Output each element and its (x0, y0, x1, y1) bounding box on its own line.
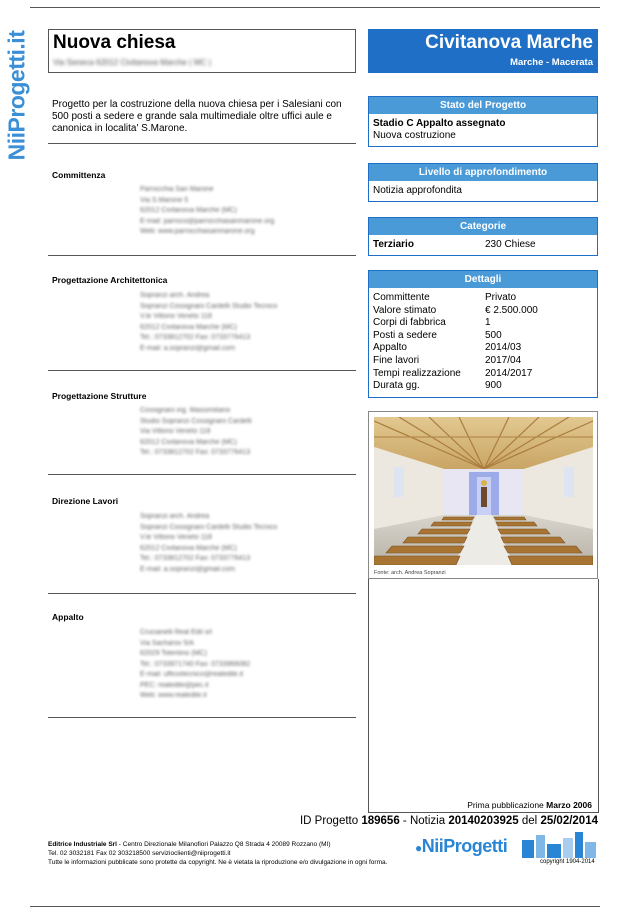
panel-header: Stato del Progetto (369, 97, 597, 114)
detail-row: Tempi realizzazione 2014/2017 (373, 367, 533, 379)
region-name: Marche - Macerata (510, 57, 593, 68)
detail-row: Appalto 2014/03 (373, 342, 522, 354)
detail-row: Durata gg. 900 (373, 380, 502, 392)
photo-caption: Fonte: arch. Andrea Sopranzi (374, 570, 446, 576)
divider (48, 370, 356, 371)
panel-header: Categorie (369, 218, 597, 235)
niiprogetti-vertical-logo: NiiProgetti.it (3, 30, 30, 160)
divider (48, 143, 356, 144)
progettazione-arch-contact: Sopranzi arch. Andrea Sopranzi Cossignani Cardelli Studio Tecnico V.le Vittorio Veneto 118 62012 Civitanova Marche (MC) Tel.: 0733812702 Fax: 0733776413 E-mail: a.sopranzi@gmail.com (140, 292, 278, 352)
detail-row: Committente Privato (373, 292, 517, 303)
project-stage-detail: Nuova costruzione (373, 130, 456, 141)
project-photo-panel (368, 411, 598, 579)
detail-row: Posti a sedere 500 (373, 329, 502, 341)
project-id-line: ID Progetto 189656 - Notizia 20140203925 del 25/02/2014 (299, 815, 598, 827)
direzione-lavori-contact: Sopranzi arch. Andrea Sopranzi Cossignani Cardelli Studio Tecnico V.le Vittorio Veneto 118 62012 Civitanova Marche (MC) Tel.: 0733812702 Fax: 0733776413 E-mail: a.sopranzi@gmail.com (140, 513, 278, 573)
panel-header: Dettagli (369, 271, 597, 288)
section-title-committenza: Committenza (52, 170, 106, 180)
top-rule (30, 7, 600, 8)
stato-progetto-panel (368, 96, 598, 147)
category-key: Terziario (373, 239, 414, 250)
right-column-border (598, 579, 599, 812)
bottom-rule (30, 906, 600, 907)
project-description: Progetto per la costruzione della nuova chiesa per i Salesiani con 500 posti a sedere e grande sala multimediale oltre uffici aule e canonica in localita' S.Marone. (52, 99, 342, 134)
committenza-contact: Parrocchia San Marone Via S.Marone 5 62012 Civitanova Marche (MC) E-mail: parroco@parrocchiasanmarone.org Web: www.parrocchiasanmarone.org (140, 186, 275, 235)
divider (48, 255, 356, 256)
church-interior-image (374, 417, 593, 565)
livello-value: Notizia approfondita (373, 185, 462, 196)
appalto-contact: Crucianelli Real Edil srl Via Sacharov 5/A 62029 Tolentino (MC) Tel.: 0733971740 Fax: 0733966082 E-mail: ufficiotecnico@realedile.it PEC: realedile@pec.it Web: www.realedile.it (140, 629, 251, 699)
section-title-progettazione-strutture: Progettazione Strutture (52, 391, 147, 401)
first-publication: Prima pubblicazione Marzo 2006 (467, 800, 592, 810)
section-title-appalto: Appalto (52, 612, 84, 622)
page-title: Nuova chiesa (53, 32, 176, 53)
project-stage: Stadio C Appalto assegnato (373, 118, 506, 129)
section-title-direzione-lavori: Direzione Lavori (52, 496, 119, 506)
niiprogetti-logo: ●NiiProgetti (415, 836, 508, 856)
copyright: copyright 1904-2014 (540, 859, 595, 865)
publisher-info: Editrice Industriale Srl - Centro Direzionale Milanofiori Palazzo Q8 Strada 4 20089 Rozzano (MI) Tel. 02 3032181 Fax 02 303218500 servizioclienti@niiprogetti.it Tutte le informazioni pubblicate sono protette da copyright. Ne è vietata la riproduzione e/o divulgazione in ogni forma. (48, 841, 388, 866)
livello-panel (368, 163, 598, 202)
divider (368, 812, 599, 813)
panel-header: Livello di approfondimento (369, 164, 597, 181)
categorie-panel (368, 217, 598, 256)
divider (48, 717, 356, 718)
detail-row: Valore stimato € 2.500.000 (373, 304, 538, 316)
project-address: Via Seneca 62012 Civitanova Marche ( MC ) (53, 58, 212, 67)
divider (48, 474, 356, 475)
divider (48, 593, 356, 594)
dettagli-panel (368, 270, 598, 398)
city-name: Civitanova Marche (425, 32, 593, 53)
detail-row: Fine lavori 2017/04 (373, 354, 522, 366)
buildings-icon (520, 832, 598, 858)
category-value: 230 Chiese (485, 239, 536, 250)
section-title-progettazione-architettonica: Progettazione Architettonica (52, 275, 168, 285)
detail-row: Corpi di fabbrica 1 (373, 317, 491, 329)
location-box (368, 29, 598, 73)
right-column-border (368, 579, 369, 812)
progettazione-strutture-contact: Cossignani ing. Massimiliano Studio Sopranzi Cossignani Cardelli Via Vittorio Veneto 118 62012 Civitanova Marche (MC) Tel.: 0733812702 Fax: 0733776413 (140, 407, 252, 456)
project-title-box (48, 29, 356, 73)
